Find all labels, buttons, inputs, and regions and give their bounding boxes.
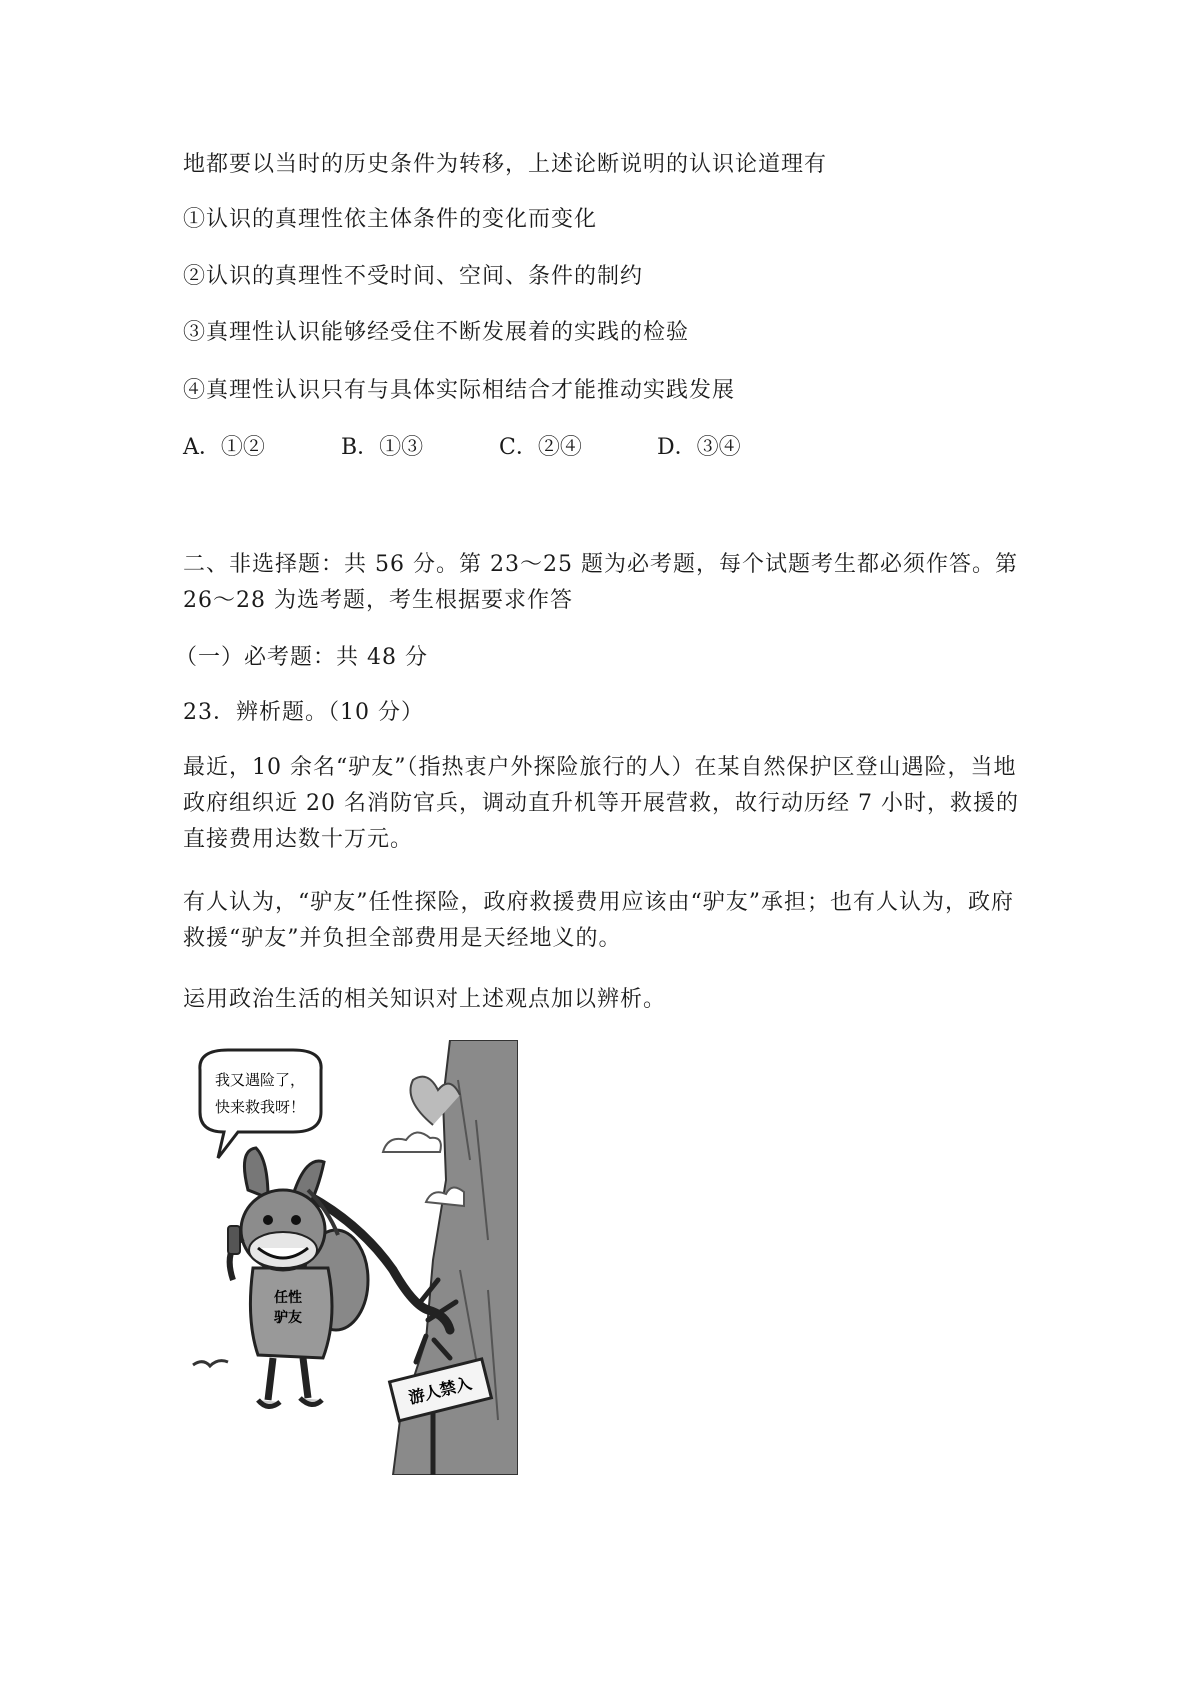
- section2-intro: 二、非选择题：共 56 分。第 23～25 题为必考题，每个试题考生都必须作答。第 26～28 为选考题，考生根据要求作答: [183, 552, 1018, 613]
- option-c: C．②④: [499, 435, 582, 460]
- q22-statement-4: ④真理性认识只有与具体实际相结合才能推动实践发展: [183, 378, 736, 403]
- option-b: B．①③: [341, 435, 424, 460]
- part1-heading: （一）必考题：共 48 分: [175, 645, 428, 670]
- speech-line-1: 我又遇险了，: [214, 1071, 306, 1089]
- option-d: D．③④: [657, 435, 741, 460]
- q22-options: [183, 433, 815, 463]
- shirt-line-1: 任性: [274, 1290, 302, 1306]
- donkey-cartoon-image: [188, 1040, 518, 1475]
- q23-views: 有人认为，“驴友”任性探险，政府救援费用应该由“驴友”承担；也有人认为，政府救援“驴友”并负担全部费用是天经地义的。: [183, 890, 1014, 951]
- speech-line-2: 快来救我呀！: [214, 1098, 306, 1116]
- q23-material: 最近，10 余名“驴友”（指热衷户外探险旅行的人）在某自然保护区登山遇险，当地政府组织近 20 名消防官兵，调动直升机等开展营救，故行动历经 7 小时，救援的直接费用达数十万元。: [183, 755, 1019, 852]
- option-a: A．①②: [183, 435, 265, 460]
- q22-statement-1: ①认识的真理性依主体条件的变化而变化: [183, 207, 598, 232]
- q22-stem-tail: 地都要以当时的历史条件为转移，上述论断说明的认识论道理有: [183, 152, 828, 177]
- q22-statement-3: ③真理性认识能够经受住不断发展着的实践的检验: [183, 320, 690, 345]
- sign-text: 游人禁入: [406, 1373, 474, 1408]
- q23-task: 运用政治生活的相关知识对上述观点加以辨析。: [183, 987, 667, 1012]
- q23-title: 23．辨析题。（10 分）: [183, 700, 424, 725]
- q22-statement-2: ②认识的真理性不受时间、空间、条件的制约: [183, 264, 644, 289]
- shirt-line-2: 驴友: [274, 1310, 302, 1326]
